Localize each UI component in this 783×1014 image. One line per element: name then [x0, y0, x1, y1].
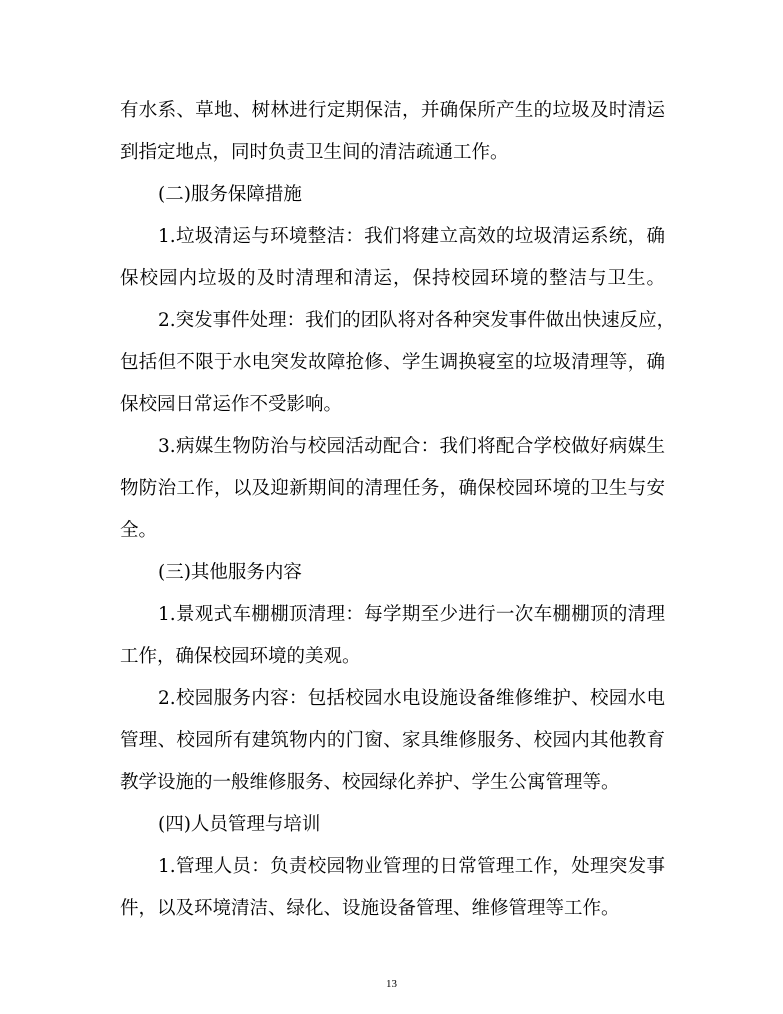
body-text-line: 包括但不限于水电突发故障抢修、学生调换寝室的垃圾清理等，确: [120, 352, 665, 373]
section-heading: (二)服务保障措施: [158, 184, 302, 205]
body-text-line: 2.突发事件处理：我们的团队将对各种突发事件做出快速反应，: [158, 310, 676, 331]
body-text-line: 全。: [120, 520, 158, 541]
body-text-line: 管理、校园所有建筑物内的门窗、家具维修服务、校园内其他教育: [120, 730, 665, 751]
body-text-line: 物防治工作，以及迎新期间的清理任务，确保校园环境的卫生与安: [120, 478, 665, 499]
body-text-line: 1.景观式车棚棚顶清理：每学期至少进行一次车棚棚顶的清理: [158, 604, 665, 625]
section-heading: (三)其他服务内容: [158, 562, 302, 583]
body-text-line: 工作，确保校园环境的美观。: [120, 646, 361, 667]
body-text-line: 3.病媒生物防治与校园活动配合：我们将配合学校做好病媒生: [158, 436, 665, 457]
body-text-line: 1.管理人员：负责校园物业管理的日常管理工作，处理突发事: [158, 856, 665, 877]
body-text-line: 2.校园服务内容：包括校园水电设施设备维修维护、校园水电: [158, 688, 665, 709]
body-text-line: 保校园内垃圾的及时清理和清运，保持校园环境的整洁与卫生。: [120, 268, 665, 289]
section-heading: (四)人员管理与培训: [158, 814, 321, 835]
body-text-line: 1.垃圾清运与环境整洁：我们将建立高效的垃圾清运系统，确: [158, 226, 665, 247]
body-text-line: 保校园日常运作不受影响。: [120, 394, 343, 415]
body-text-line: 件，以及环境清洁、绿化、设施设备管理、维修管理等工作。: [120, 898, 620, 919]
body-text-line: 有水系、草地、树林进行定期保洁，并确保所产生的垃圾及时清运: [120, 100, 665, 121]
body-text-line: 到指定地点，同时负责卫生间的清洁疏通工作。: [120, 142, 509, 163]
page-number: 13: [386, 978, 397, 990]
body-text-line: 教学设施的一般维修服务、校园绿化养护、学生公寓管理等。: [120, 772, 620, 793]
